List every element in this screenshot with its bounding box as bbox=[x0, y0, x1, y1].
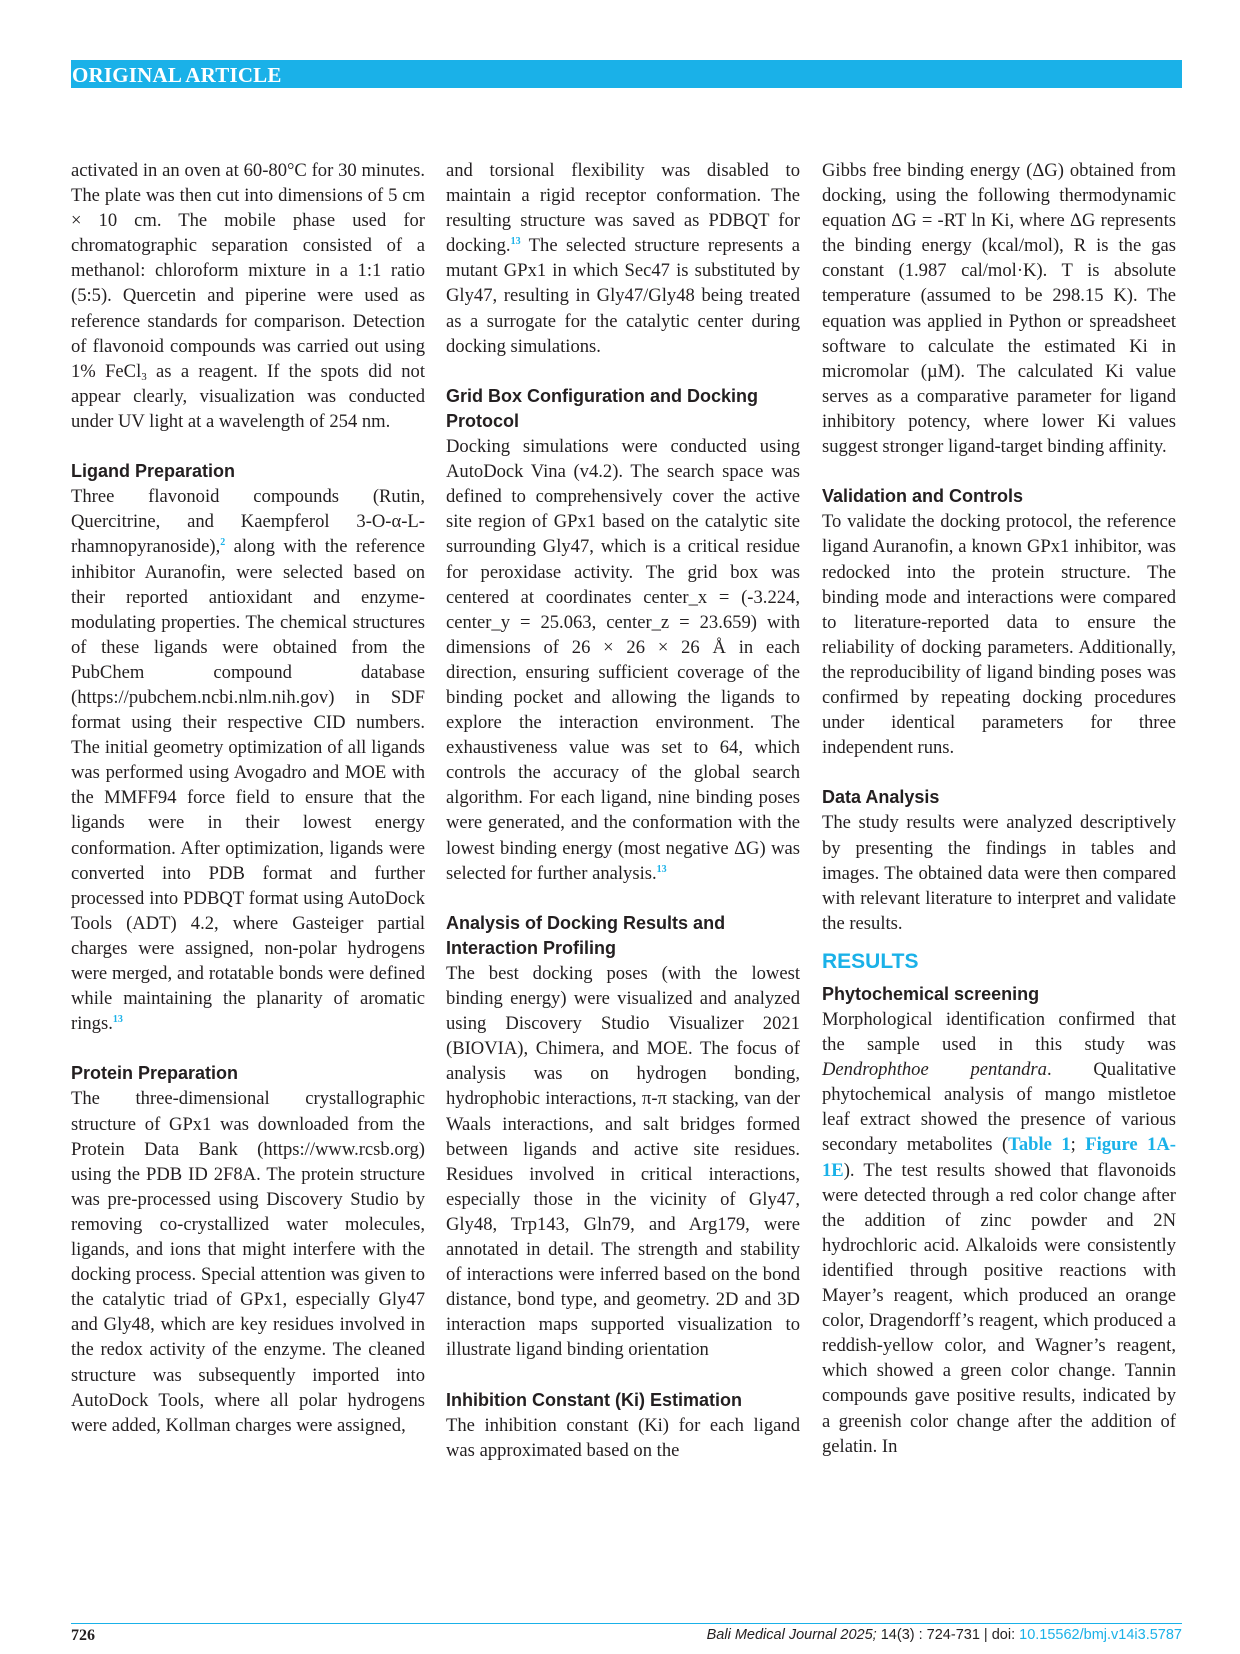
paragraph: To validate the docking protocol, the reference ligand Auranofin, a known GPx1 inhibitor, was redocked into the protein structure. The binding mode and interactions were compared to literature-reported data to ensure the reliability of docking parameters. Additionally, the reproducibility of ligand binding poses was confirmed by repeating docking procedures under identical parameters for three independent runs. bbox=[822, 511, 1176, 759]
subscript: 3 bbox=[141, 370, 147, 383]
paragraph: The study results were analyzed descriptively by presenting the findings in tables and images. The obtained data were then compared with relevant literature to interpret and validate the results. bbox=[822, 812, 1176, 934]
paragraph: Gibbs free binding energy (ΔG) obtained from docking, using the following thermodynamic equation ΔG = -RT ln Ki, where ΔG represents the binding energy (kcal/mol), R is the gas constant (1.987 cal/mol·K). T is absolute temperature (assumed to be 298.15 K). The equation was applied in Python or spreadsheet software to calculate the estimated Ki in micromolar (µM). The calculated Ki value serves as a comparative parameter for ligand inhibitory potency, where lower Ki values suggest stronger ligand-target binding affinity. bbox=[822, 160, 1176, 458]
heading-ligand-preparation: Ligand Preparation bbox=[71, 461, 236, 482]
section-banner bbox=[71, 60, 1182, 88]
section-label: ORIGINAL ARTICLE bbox=[72, 63, 282, 87]
heading-validation: Validation and Controls bbox=[822, 486, 1024, 507]
citation-ref[interactable]: 13 bbox=[510, 236, 521, 248]
journal-citation: Bali Medical Journal 2025; 14(3) : 724-731 | doi: 10.15562/bmj.v14i3.5787 bbox=[706, 1627, 1182, 1643]
heading-ki-estimation: Inhibition Constant (Ki) Estimation bbox=[446, 1389, 742, 1410]
heading-data-analysis: Data Analysis bbox=[822, 787, 940, 808]
footer-rule bbox=[71, 1623, 1182, 1624]
heading-grid-box: Grid Box Configuration and Docking Protocol bbox=[446, 385, 758, 431]
paragraph: activated in an oven at 60-80°C for 30 minutes. The plate was then cut into dimensions of 5 cm × 10 cm. The mobile phase used for chromatographic separation consisted of a methanol: chloroform mixture in a 1:1 ratio (5:5). Quercetin and piperine were used as reference standards for comparison. Detection of flavonoid compounds was carried out using 1% FeCl$_3$ as a reagent. If the spots did not appear clearly, visualization was conducted under UV light at a wavelength of 254 nm. bbox=[71, 160, 425, 432]
paragraph: Morphological identification confirmed that the sample used in this study was Dendrophthoe pentandra. Qualitative phytochemical analysis of mango mistletoe leaf extract showed the presence of various secondary metabolites (Table 1; Figure 1A-1E). The test results showed that flavonoids were detected through a red color change after the addition of zinc powder and 2N hydrochloric acid. Alkaloids were consistently identified through positive reactions with Mayer’s reagent, which produced an orange color, Dragendorff’s reagent, which produced a reddish-yellow color, and Wagner’s reagent, which showed a green color change. Tannin compounds gave positive results, indicated by a greenish color change after the addition of gelatin. In bbox=[822, 1009, 1176, 1457]
heading-analysis: Analysis of Docking Results and Interaction Profiling bbox=[446, 912, 726, 958]
citation-ref[interactable]: 2 bbox=[220, 537, 226, 549]
paragraph: and torsional flexibility was disabled to maintain a rigid receptor conformation. The resulting structure was saved as PDBQT for docking.$^{13}$ The selected structure represents a mutant GPx1 in which Sec47 is substituted by Gly47, resulting in Gly47/Gly48 being treated as a surrogate for the catalytic center during docking simulations. bbox=[446, 160, 800, 357]
paragraph: The three-dimensional crystallographic structure of GPx1 was downloaded from the Protein Data Bank (https://www.rcsb.org) using the PDB ID 2F8A. The protein structure was pre-processed using Discovery Studio by removing co-crystallized water molecules, ligands, and ions that might interfere with the docking process. Special attention was given to the catalytic triad of GPx1, especially Gly47 and Gly48, which are key residues involved in the redox activity of the enzyme. The cleaned structure was subsequently imported into AutoDock Tools, where all polar hydrogens were added, Kollman charges were assigned, bbox=[71, 1088, 425, 1436]
table-1-link[interactable]: Table 1 bbox=[1008, 1134, 1071, 1156]
doi-link[interactable]: 10.15562/bmj.v14i3.5787 bbox=[1019, 1627, 1182, 1643]
column-3 bbox=[822, 158, 1176, 1459]
paragraph: Docking simulations were conducted using AutoDock Vina (v4.2). The search space was defined to comprehensively cover the active site region of GPx1 based on the catalytic site surrounding Gly47, which is a critical residue for peroxidase activity. The grid box was centered at coordinates center_x = (-3.224, center_y = 25.063, center_z = 23.659) with dimensions of 26 × 26 × 26 Å in each direction, ensuring sufficient coverage of the binding pocket and allowing the ligands to explore the interaction environment. The exhaustiveness value was set to 64, which controls the accuracy of the global search algorithm. For each ligand, nine binding poses were generated, and the conformation with the lowest binding energy (most negative ΔG) was selected for further analysis.$^{13}$ bbox=[446, 436, 800, 884]
journal-name: Bali Medical Journal 2025; bbox=[706, 1627, 877, 1643]
species-name: Dendrophthoe pentandra bbox=[822, 1059, 1047, 1081]
paragraph: Three flavonoid compounds (Rutin, Quercitrine, and Kaempferol 3-O-α-L-rhamnopyranoside),$^2$ along with the reference inhibitor Auranofin, were selected based on their reported antioxidant and enzyme-modulating properties. The chemical structures of these ligands were obtained from the PubChem compound database (https://pubchem.ncbi.nlm.nih.gov) in SDF format using their respective CID numbers. The initial geometry optimization of all ligands was performed using Avogadro and MOE with the MMFF94 force field to ensure that the ligands were in their lowest energy conformation. After optimization, ligands were converted into PDB format and further processed into PDBQT format using AutoDock Tools (ADT) 4.2, where Gasteiger partial charges were assigned, non-polar hydrogens were merged, and rotatable bonds were defined while maintaining the planarity of aromatic rings.$^{13}$ bbox=[71, 486, 425, 1035]
citation-ref[interactable]: 13 bbox=[112, 1014, 123, 1026]
heading-phytochemical-screening: Phytochemical screening bbox=[822, 983, 1040, 1004]
paragraph: The inhibition constant (Ki) for each ligand was approximated based on the bbox=[446, 1414, 800, 1461]
column-1 bbox=[71, 158, 425, 1438]
heading-protein-preparation: Protein Preparation bbox=[71, 1063, 239, 1084]
citation-ref[interactable]: 13 bbox=[656, 863, 667, 875]
column-2 bbox=[446, 158, 800, 1463]
page-number: 726 bbox=[71, 1627, 95, 1644]
heading-results: RESULTS bbox=[822, 949, 919, 973]
paragraph: The best docking poses (with the lowest binding energy) were visualized and analyzed using Discovery Studio Visualizer 2021 (BIOVIA), Chimera, and MOE. The focus of analysis was on hydrogen bonding, hydrophobic interactions, π-π stacking, van der Waals interactions, and salt bridges formed between ligands and active site residues. Residues involved in critical interactions, especially those in the vicinity of Gly47, Gly48, Trp143, Gln79, and Arg179, were annotated in detail. The strength and stability of interactions were inferred based on the bond distance, bond type, and geometry. 2D and 3D interaction maps supported visualization to illustrate ligand binding orientation bbox=[446, 963, 800, 1361]
figure-1-link[interactable]: Figure 1A-1E bbox=[822, 1134, 1176, 1181]
